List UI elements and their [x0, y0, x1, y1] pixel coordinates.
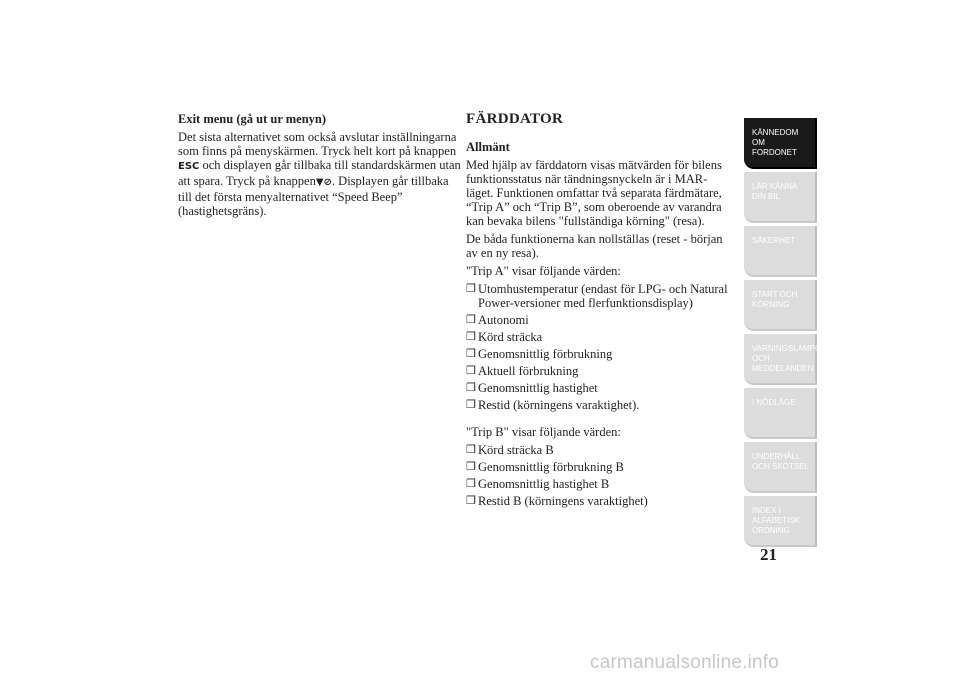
bullet-icon: ❒	[466, 331, 476, 343]
general-subhead: Allmänt	[466, 140, 510, 154]
list-item-text: Restid B (körningens varaktighet)	[478, 494, 648, 508]
chapter-tab-1[interactable]: LÄR KÄNNA DIN BIL	[744, 172, 817, 223]
reset-paragraph: De båda funktionerna kan nollställas (reset - början av en ny resa).	[466, 232, 723, 260]
chapter-tab-7[interactable]: INDEX I ALFABETISK ORDNING	[744, 496, 817, 547]
list-item	[466, 460, 734, 474]
bullet-icon: ❒	[466, 478, 476, 490]
chapter-tab-0[interactable]: KÄNNEDOM OM FORDONET	[744, 118, 817, 169]
list-item-text: Genomsnittlig förbrukning B	[478, 460, 624, 474]
intro-paragraph: Med hjälp av färddatorn visas mätvärden för bilens funktionsstatus när tändningsnyckeln är i MAR-läget. Funktionen omfattar två separata färdmätare, “Trip A” och “Trip B”, som oberoende av varandra kan bevaka bilens "fullständiga körning" (resa).	[466, 158, 722, 228]
trip-b-intro: "Trip B" visar följande värden:	[466, 425, 621, 439]
bullet-icon: ❒	[466, 444, 476, 456]
exit-menu-paragraph: Det sista alternativet som också avslutar inställningarna som finns på menyskärmen. Tryck helt kort på knappen ESC och displayen går tillbaka till standardskärmen utan att spara. Tryck på knappen▼⊘. Displayen går tillbaka till det första menyalternativet “Speed Beep” (hastighetsgräns).	[178, 130, 461, 218]
list-item-text: Utomhustemperatur (endast för LPG- och Natural Power-versioner med flerfunktionsdisplay)	[478, 282, 728, 310]
list-item-text: Autonomi	[478, 313, 529, 327]
list-item	[466, 381, 734, 395]
list-item	[466, 364, 734, 378]
bullet-icon: ❒	[466, 348, 476, 360]
trip-b-list	[466, 443, 734, 508]
list-item-text: Körd sträcka	[478, 330, 543, 344]
chapter-tab-3[interactable]: START OCH KÖRNING	[744, 280, 817, 331]
down-button-icon: ▼	[315, 177, 324, 188]
trip-a-list	[466, 282, 734, 412]
scroll-button-icon: ⊘	[323, 177, 332, 188]
page-number: 21	[760, 545, 777, 564]
right-column	[466, 112, 734, 511]
list-item-text: Aktuell förbrukning	[478, 364, 579, 378]
list-item	[466, 398, 734, 412]
chapter-tab-6[interactable]: UNDERHÅLL OCH SKÖTSEL	[744, 442, 817, 493]
list-item	[466, 494, 734, 508]
list-item-text: Genomsnittlig hastighet B	[478, 477, 610, 491]
bullet-icon: ❒	[466, 283, 476, 295]
chapter-tab-4[interactable]: VARNINGSLAMPOR OCH MEDDELANDEN	[744, 334, 817, 385]
menu-button-icon: ESC	[178, 161, 200, 172]
list-item	[466, 330, 734, 344]
list-item	[466, 347, 734, 361]
chapter-tabs	[744, 118, 827, 550]
list-item	[466, 282, 734, 310]
left-column	[178, 112, 463, 222]
list-item	[466, 313, 734, 327]
list-item	[466, 443, 734, 457]
list-item-text: Genomsnittlig förbrukning	[478, 347, 613, 361]
trip-a-intro: "Trip A" visar följande värden:	[466, 264, 621, 278]
bullet-icon: ❒	[466, 382, 476, 394]
exit-menu-heading: Exit menu (gå ut ur menyn)	[178, 112, 327, 126]
bullet-icon: ❒	[466, 399, 476, 411]
chapter-tab-5[interactable]: I NÖDLÄGE	[744, 388, 817, 439]
section-title: FÄRDDATOR	[466, 111, 564, 127]
bullet-icon: ❒	[466, 314, 476, 326]
bullet-icon: ❒	[466, 495, 476, 507]
list-item-text: Körd sträcka B	[478, 443, 554, 457]
bullet-icon: ❒	[466, 461, 476, 473]
list-item	[466, 477, 734, 491]
bullet-icon: ❒	[466, 365, 476, 377]
list-item-text: Genomsnittlig hastighet	[478, 381, 598, 395]
list-item-text: Restid (körningens varaktighet).	[478, 398, 640, 412]
watermark: carmanualsonline.info	[590, 652, 780, 673]
chapter-tab-2[interactable]: SÄKERHET	[744, 226, 817, 277]
